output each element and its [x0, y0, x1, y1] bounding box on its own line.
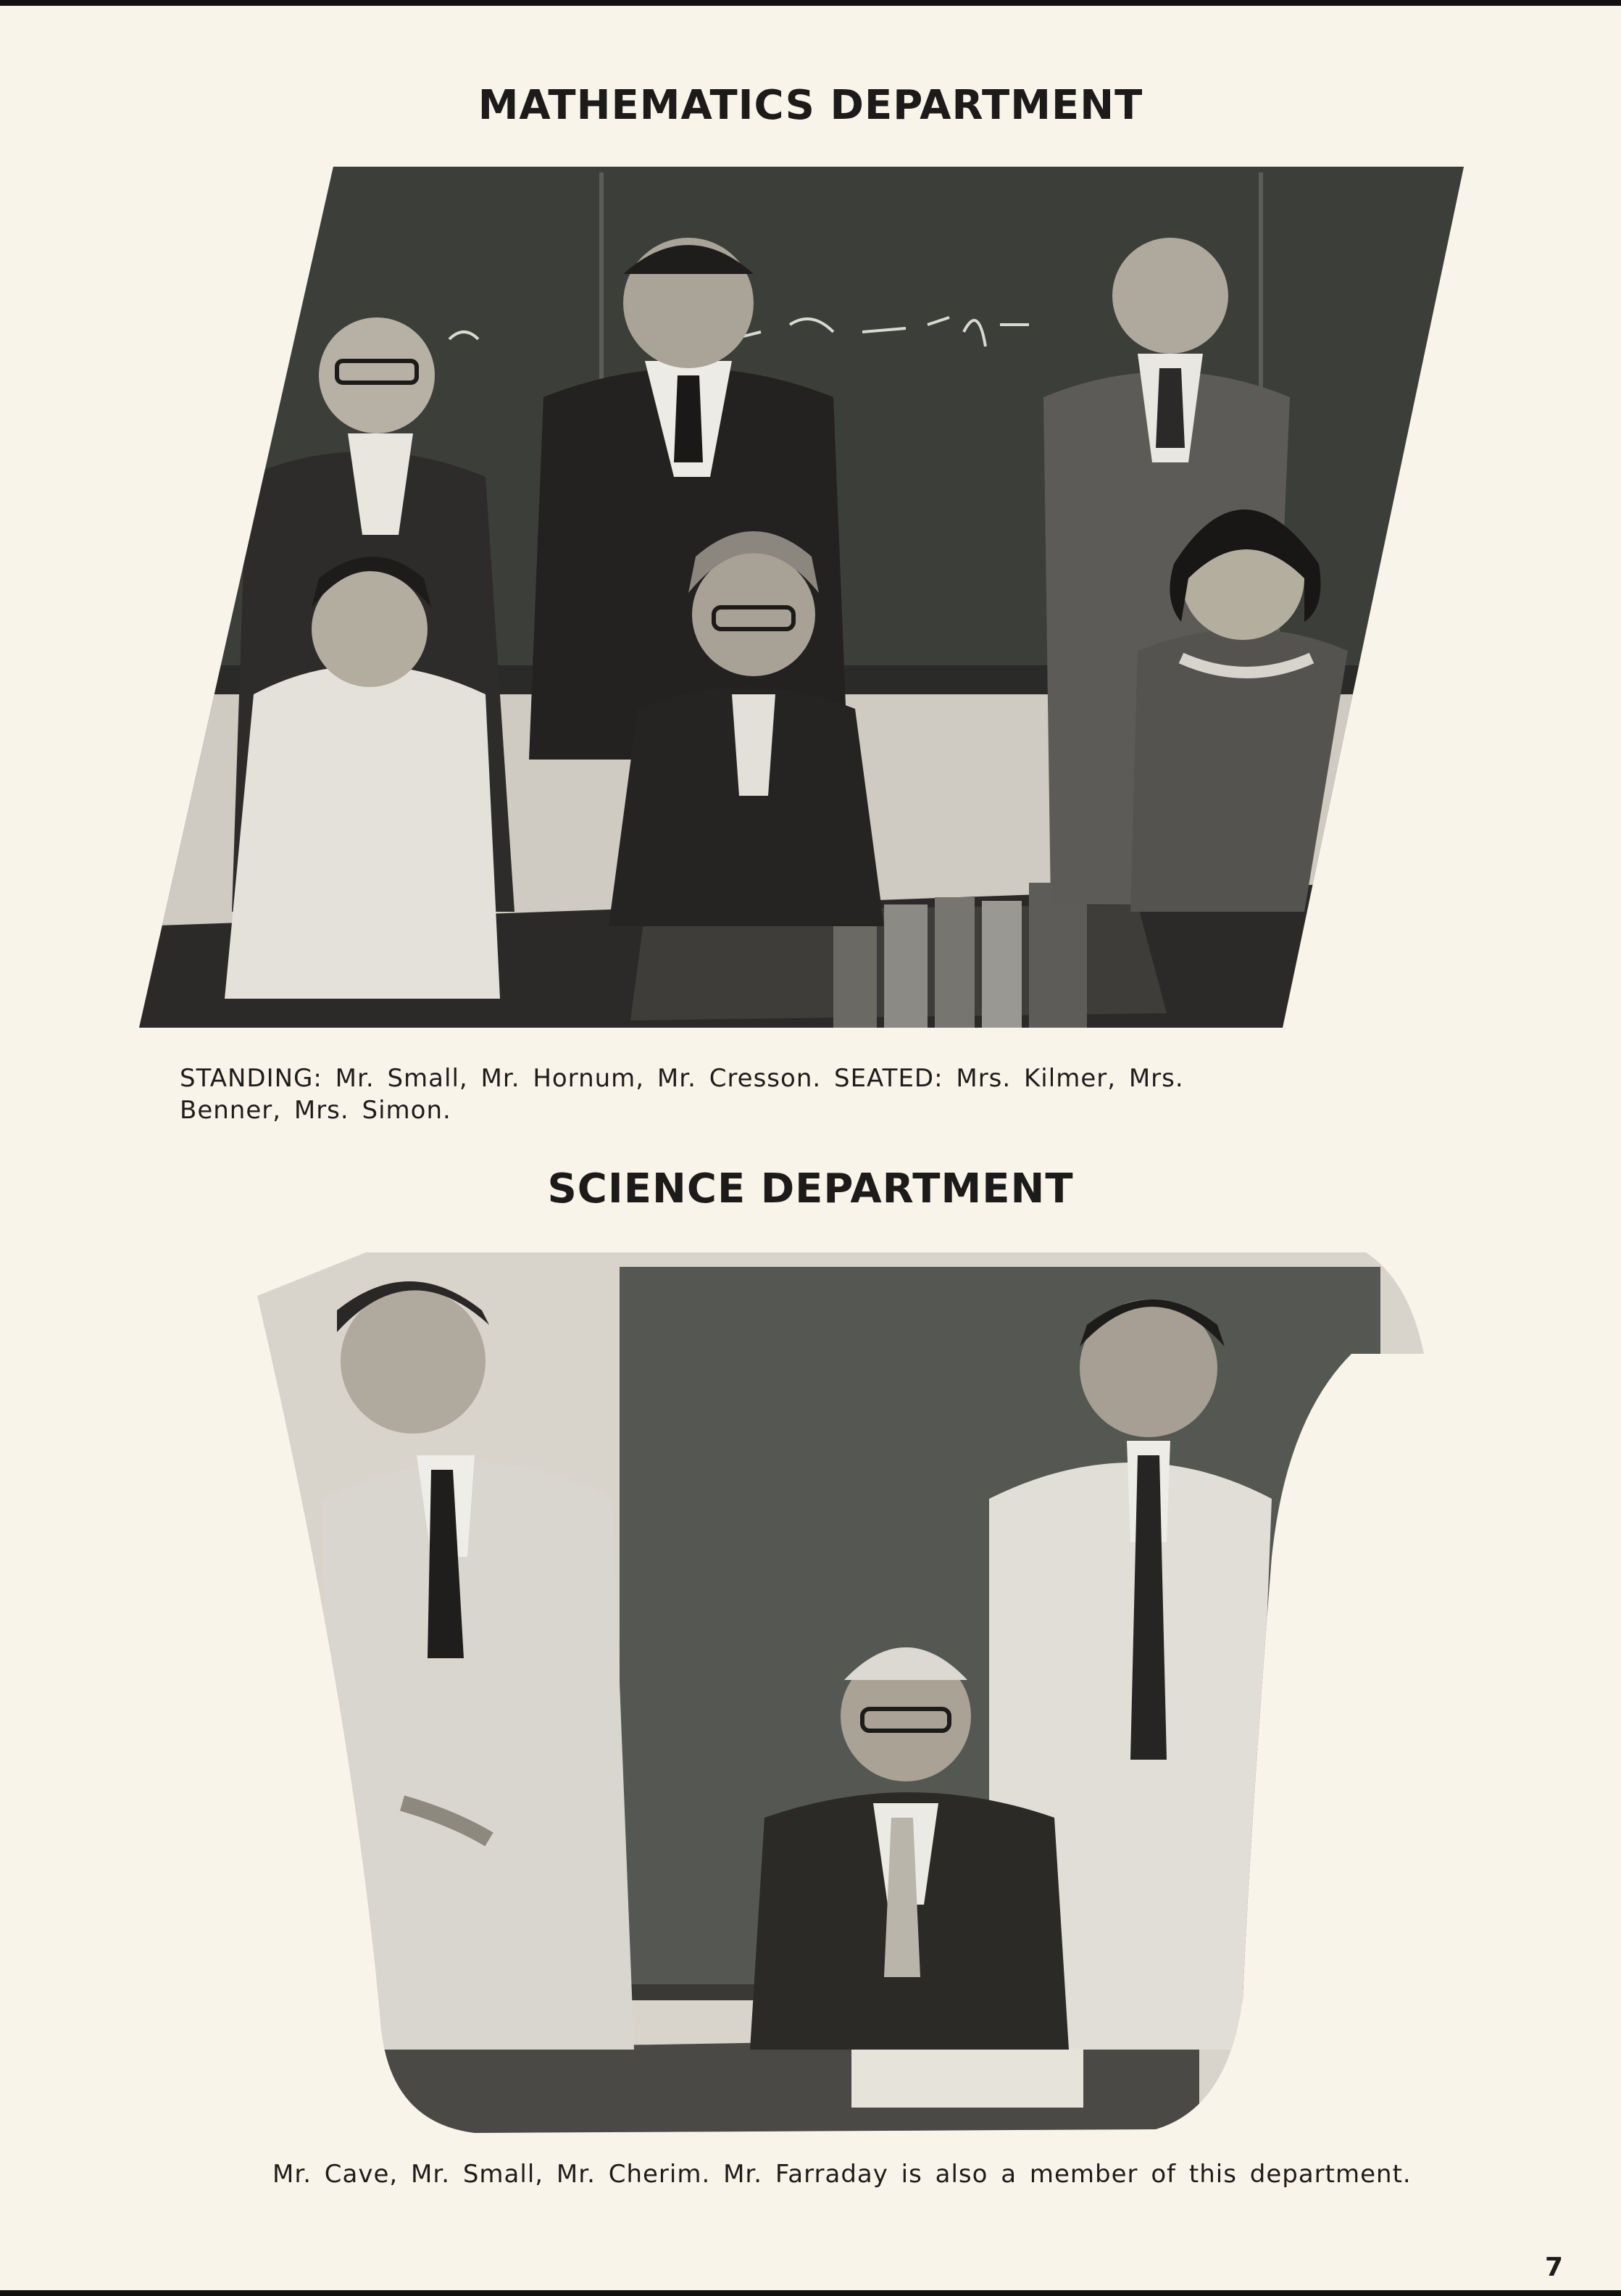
math-department-photo: [138, 158, 1464, 1028]
math-caption-line-1: STANDING: Mr. Small, Mr. Hornum, Mr. Cresson. SEATED: Mrs. Kilmer, Mrs.: [180, 1064, 1184, 1093]
math-department-heading: MATHEMATICS DEPARTMENT: [478, 82, 1143, 129]
page-number: 7: [1544, 2253, 1563, 2282]
math-caption-line-2: Benner, Mrs. Simon.: [180, 1096, 451, 1125]
yearbook-page: [0, 6, 1621, 2290]
science-department-photo: [257, 1252, 1431, 2137]
science-caption: Mr. Cave, Mr. Small, Mr. Cherim. Mr. Farraday is also a member of this department.: [272, 2160, 1412, 2189]
science-department-heading: SCIENCE DEPARTMENT: [547, 1165, 1074, 1213]
